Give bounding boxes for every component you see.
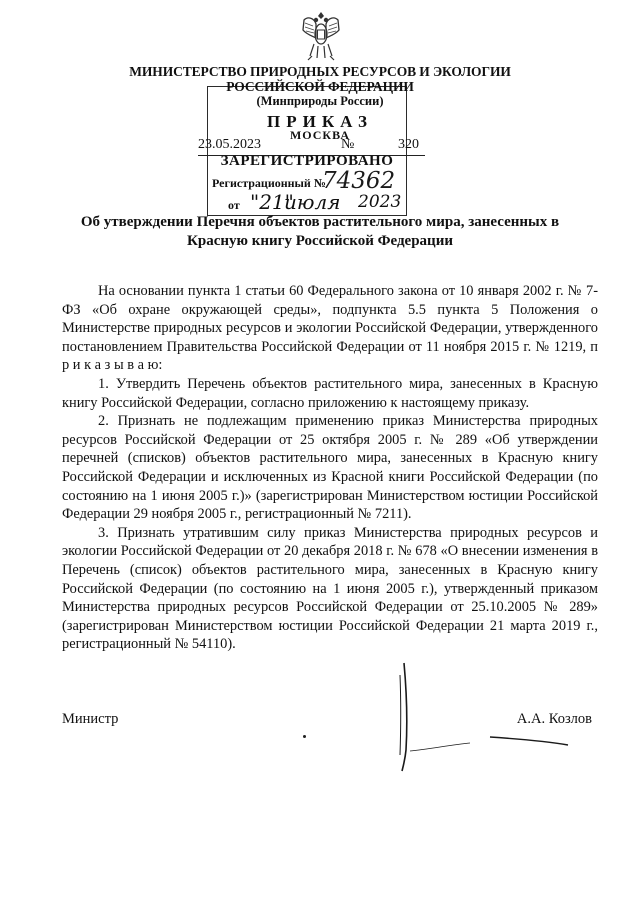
document-title-line2: Красную книгу Российской Федерации (187, 233, 453, 249)
registration-title: ЗАРЕГИСТРИРОВАНО (220, 153, 394, 169)
clause-3: 3. Признать утратившим силу приказ Министерства природных ресурсов и экологии Российской Федерации от 20 декабря 2018 г. № 678 «О внесении изменения в Перечень (список) объектов растительного мира, занесенных в Красную книгу Российской Федерации (по состоянию на 1 июня 2005 г.), утвержденный приказом Министерства природных ресурсов Российской Федерации от 25.10.2005 № 289» (зарегистрирован Министерством юстиции Российской Федерации 21 марта 2019 г., регистрационный № 54110). (62, 524, 598, 653)
clause-2: 2. Признать не подлежащим применению приказ Министерства природных ресурсов Российской Федерации от 25 октября 2005 г. № 289 «Об утверждении перечней (списков) объектов растительного мира, занесенных в Красную книгу Российской Федерации и исключенных из Красной книги Российской Федерации (по состоянию на 1 июня 2005 г.)» (зарегистрирован Министерством юстиции Российской Федерации 29 ноября 2005 г., регистрационный № 7211). (62, 413, 598, 523)
registration-day: "21" (250, 190, 294, 214)
order-number: 320 (398, 137, 419, 152)
ministry-short-name: (Минприроды России) (256, 94, 384, 108)
signer-role: Министр (62, 711, 119, 727)
preamble-paragraph: На основании пункта 1 статьи 60 Федерального закона от 10 января 2002 г. № 7-ФЗ «Об охране окружающей среды», подпункта 5.5 пункта 5 Положения о Министерстве природных ресурсов и экологии Российской Федерации, утвержденного постановлением Правительства Российской Федерации от 11 ноября 2015 г. № 1219, п р и к а з ы в а ю: (62, 283, 598, 374)
ministry-name-line1: МИНИСТЕРСТВО ПРИРОДНЫХ РЕСУРСОВ И ЭКОЛОГИИ (129, 64, 511, 79)
registration-from-label: от (228, 198, 240, 212)
registration-number-value: 74362 (322, 168, 396, 194)
order-number-sign: № (341, 137, 355, 152)
clause-1: 1. Утвердить Перечень объектов растительного мира, занесенных в Красную книгу Российской Федерации, согласно приложению к настоящему приказу. (62, 375, 598, 411)
ministry-name (60, 64, 580, 94)
document-title (70, 213, 570, 251)
document-title-line1: Об утверждении Перечня объектов растительного мира, занесенных в (80, 214, 560, 230)
signature-dot (303, 735, 306, 738)
order-date: 23.05.2023 (198, 137, 261, 152)
document-type: ПРИКАЗ (267, 112, 373, 131)
city: МОСКВА (289, 128, 351, 142)
signer-name: А.А. Козлов (516, 711, 592, 727)
registration-month: июля (284, 190, 341, 214)
document-body (62, 282, 598, 654)
ministry-name-line2: РОССИЙСКОЙ ФЕДЕРАЦИИ (226, 79, 414, 94)
coat-of-arms-icon (298, 8, 344, 64)
registration-number-label: Регистрационный № (212, 176, 326, 190)
registration-year: 2023 (358, 192, 402, 212)
handwritten-signature (370, 655, 570, 775)
